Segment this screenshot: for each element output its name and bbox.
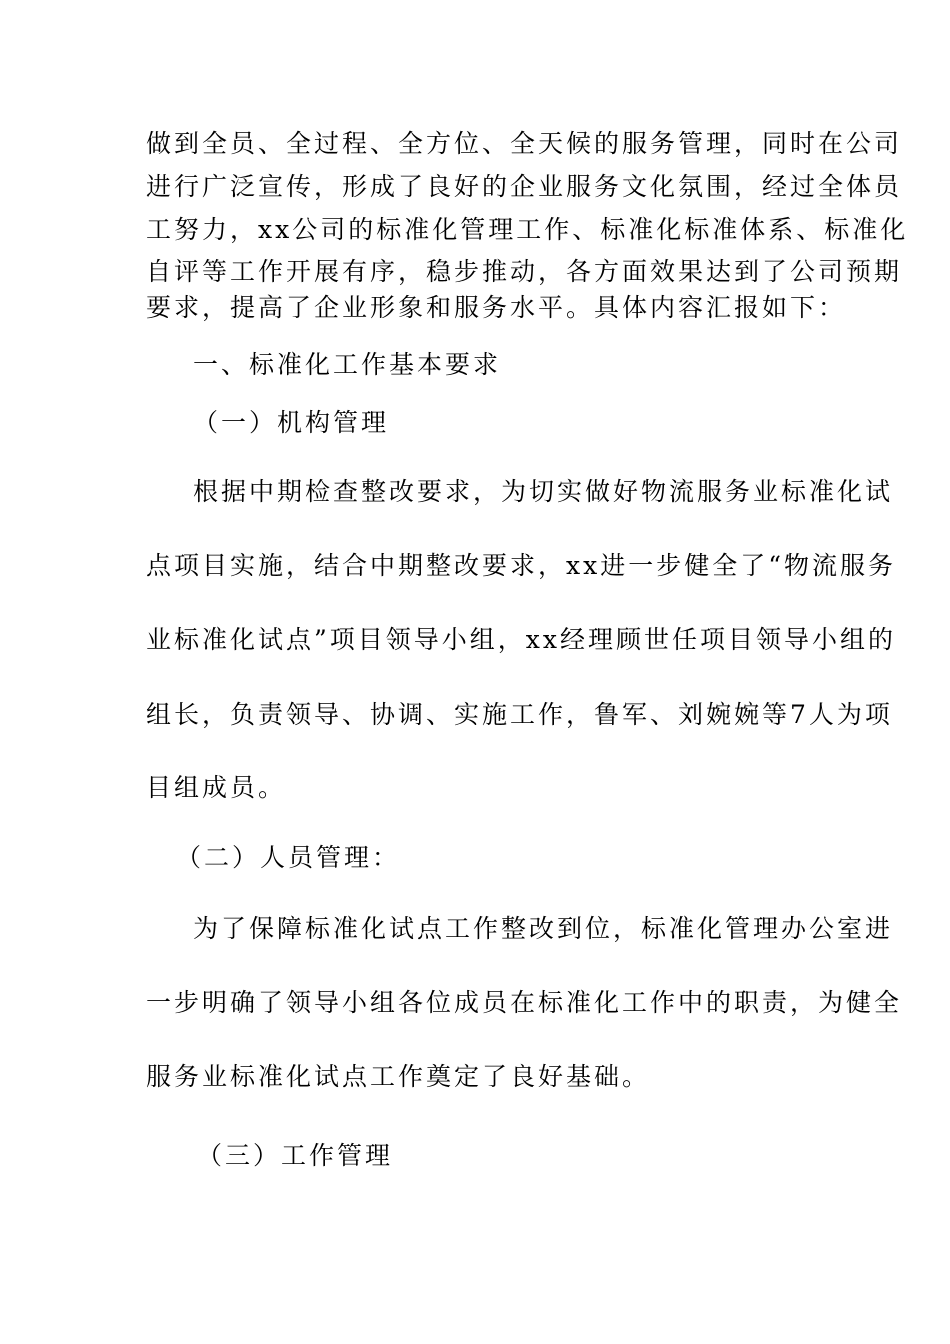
intro-line-4: 自评等工作开展有序，稳步推动，各方面效果达到了公司预期 <box>146 257 903 286</box>
sub1-line-5: 目组成员。 <box>146 773 287 802</box>
sub1-line-1: 根据中期检查整改要求，为切实做好物流服务业标准化试 <box>193 477 894 506</box>
sub1-line-3: 业标准化试点”项目领导小组，xx经理顾世任项目领导小组的 <box>146 625 896 654</box>
sub2-line-2: 一步明确了领导小组各位成员在标准化工作中的职责，为健全 <box>146 988 903 1017</box>
sub1-line-4: 组长，负责领导、协调、实施工作，鲁军、刘婉婉等7人为项 <box>146 700 893 729</box>
section-heading: 一、标准化工作基本要求 <box>193 350 502 379</box>
subsection-heading-2: （二）人员管理： <box>176 843 401 872</box>
intro-line-2: 进行广泛宣传，形成了良好的企业服务文化氛围，经过全体员 <box>146 172 903 201</box>
intro-line-5: 要求，提高了企业形象和服务水平。具体内容汇报如下： <box>146 293 847 322</box>
subsection-heading-1: （一）机构管理 <box>193 408 390 437</box>
intro-line-1: 做到全员、全过程、全方位、全天候的服务管理，同时在公司 <box>146 129 903 158</box>
sub1-line-2: 点项目实施，结合中期整改要求，xx进一步健全了“物流服务 <box>146 551 896 580</box>
sub2-line-3: 服务业标准化试点工作奠定了良好基础。 <box>146 1062 651 1091</box>
subsection-heading-3: （三）工作管理 <box>197 1141 394 1170</box>
intro-line-3: 工努力，xx公司的标准化管理工作、标准化标准体系、标准化 <box>146 215 909 244</box>
sub2-line-1: 为了保障标准化试点工作整改到位，标准化管理办公室进 <box>193 914 894 943</box>
